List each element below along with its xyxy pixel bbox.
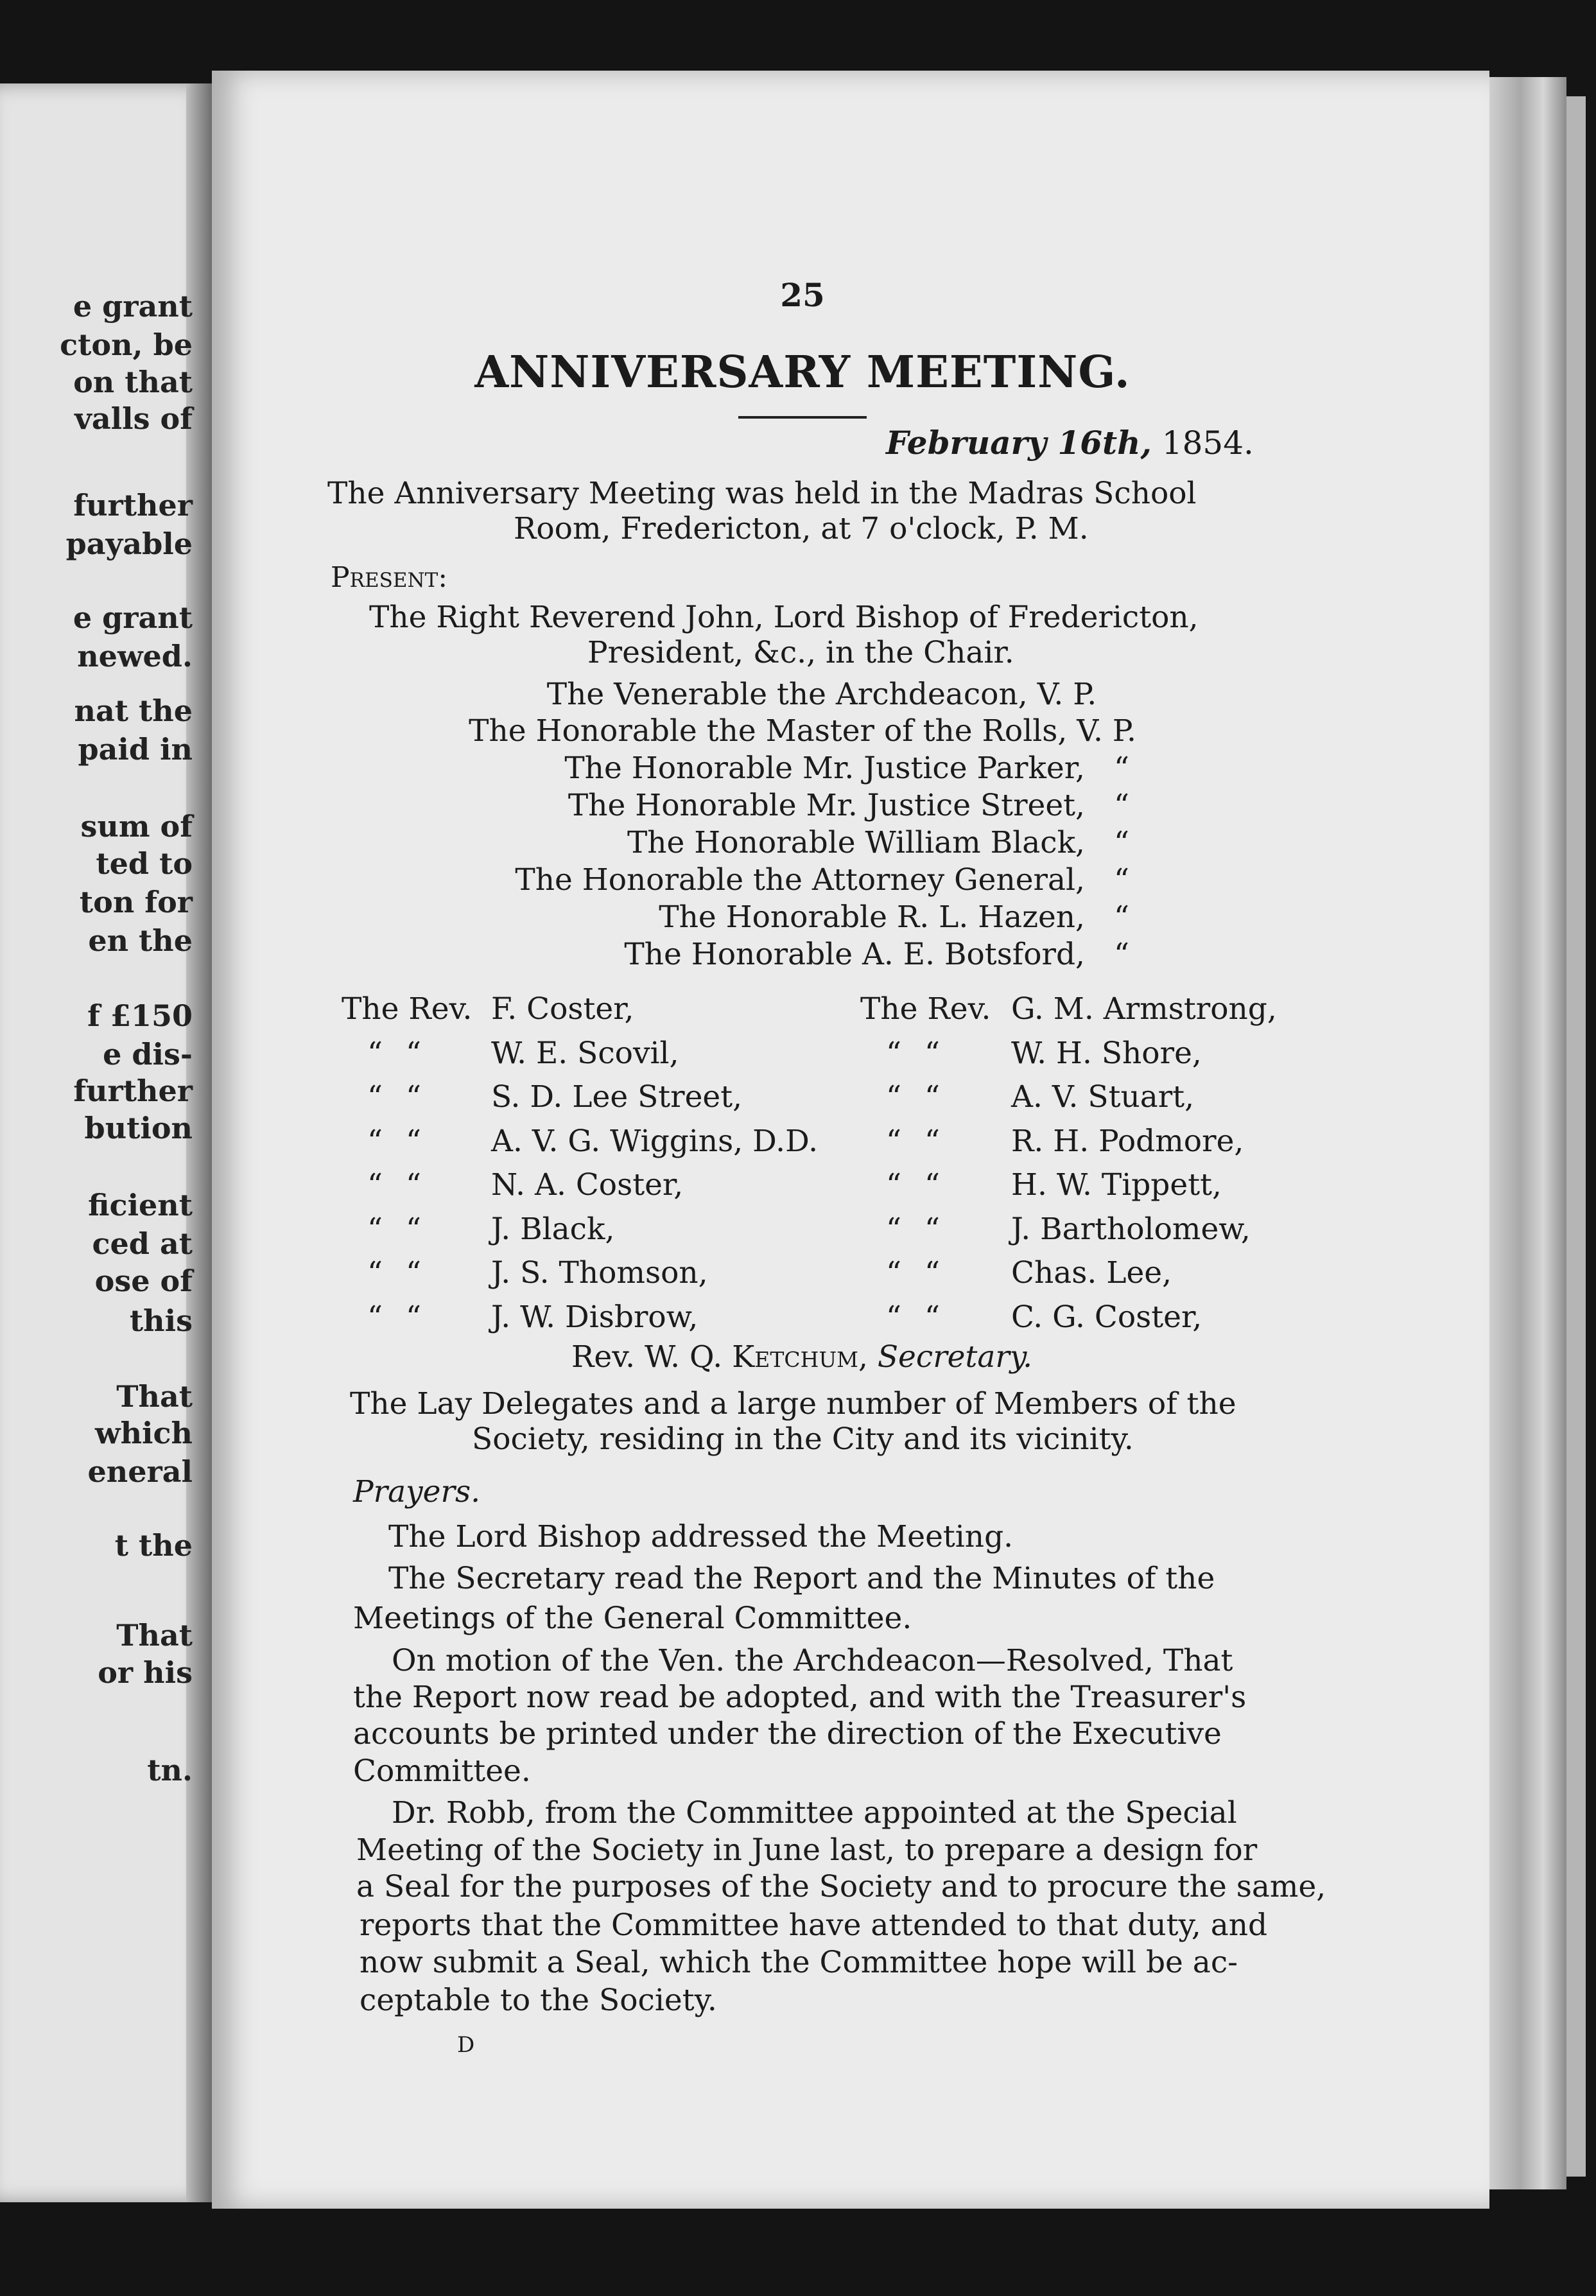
secretary-prefix: Rev. W. Q.	[571, 1339, 723, 1375]
date-year: 1854.	[1161, 424, 1254, 462]
clergy-ditto-mark: “	[406, 1300, 422, 1335]
clergy-ditto-mark: “	[886, 1036, 902, 1071]
chair-line-2: President, &c., in the Chair.	[587, 635, 1014, 670]
left-page-fragment: cton, be	[60, 327, 193, 362]
para-motion-line-3: accounts be printed under the direction of the Executive	[353, 1716, 1222, 1752]
left-page-fragment: e grant	[73, 289, 193, 324]
signature-mark: D	[457, 2032, 475, 2058]
clergy-name: G. M. Armstrong,	[1011, 991, 1277, 1027]
left-page-fragment: ton for	[79, 885, 193, 919]
clergy-ditto-mark: “	[406, 1036, 422, 1071]
officer-ditto-mark: “	[1114, 788, 1130, 823]
intro-line-2: Room, Fredericton, at 7 o'clock, P. M.	[514, 511, 1089, 546]
clergy-ditto-mark: “	[924, 1167, 941, 1203]
clergy-ditto-mark: “	[886, 1167, 902, 1203]
prayers-heading: Prayers.	[353, 1474, 481, 1509]
para-seal-line-6: ceptable to the Society.	[360, 1983, 717, 2018]
left-page-fragment: or his	[98, 1655, 193, 1690]
clergy-name: A. V. G. Wiggins, D.D.	[491, 1124, 819, 1159]
secretary-title: Secretary.	[877, 1339, 1033, 1375]
date-month-day: February 16th,	[886, 424, 1152, 462]
officer-ditto-mark: “	[1114, 862, 1130, 898]
page-heading: ANNIVERSARY MEETING.	[474, 347, 1131, 398]
officer-ditto-mark: “	[1114, 751, 1130, 786]
clergy-name: Chas. Lee,	[1011, 1255, 1172, 1291]
left-page-fragment: tn.	[147, 1753, 193, 1787]
left-page-fragment: t the	[114, 1528, 193, 1563]
clergy-ditto-mark: “	[406, 1212, 422, 1247]
clergy-ditto-mark: “	[886, 1212, 902, 1247]
para-seal-line-2: Meeting of the Society in June last, to prepare a design for	[356, 1832, 1258, 1868]
chair-line-1: The Right Reverend John, Lord Bishop of Fredericton,	[369, 600, 1199, 635]
left-page-fragment: en the	[88, 923, 193, 958]
clergy-name: R. H. Podmore,	[1011, 1124, 1244, 1159]
left-page-fragment: bution	[84, 1111, 193, 1145]
para-secretary-line-1: The Secretary read the Report and the Minutes of the	[388, 1561, 1215, 1596]
left-page-fragment: eneral	[87, 1454, 193, 1489]
left-page-fragment: e grant	[73, 600, 193, 635]
left-page-fragment: That	[116, 1618, 193, 1653]
left-page-fragment: ose of	[94, 1264, 193, 1298]
officer-name: The Honorable R. L. Hazen,	[659, 900, 1085, 935]
intro-line-1: The Anniversary Meeting was held in the Madras School	[327, 476, 1197, 511]
clergy-ditto-mark: “	[367, 1255, 383, 1291]
page-number: 25	[780, 276, 825, 314]
clergy-ditto-mark: “	[924, 1036, 941, 1071]
left-page-fragment: nat the	[74, 693, 193, 728]
present-label: Present:	[331, 561, 448, 594]
left-page-fragment: paid in	[78, 732, 193, 767]
officer-ditto-mark: “	[1114, 937, 1130, 972]
left-page-fragment: further	[73, 1074, 193, 1108]
heading-rule	[738, 416, 867, 419]
page-edge-stack	[1489, 77, 1566, 2189]
para-motion-line-2: the Report now read be adopted, and with the Treasurer's	[353, 1680, 1247, 1715]
para-bishop-addressed: The Lord Bishop addressed the Meeting.	[388, 1519, 1014, 1554]
clergy-prefix: The Rev.	[342, 991, 473, 1027]
officer-ditto-mark: “	[1114, 825, 1130, 860]
clergy-name: W. H. Shore,	[1011, 1036, 1202, 1071]
officer-name: The Honorable Mr. Justice Parker,	[564, 751, 1085, 786]
left-page-fragment: e dis-	[103, 1037, 193, 1072]
left-page-fragment: newed.	[77, 639, 193, 674]
clergy-ditto-mark: “	[924, 1124, 941, 1159]
clergy-ditto-mark: “	[406, 1255, 422, 1291]
page-edge-outer	[1566, 96, 1586, 2177]
clergy-name: C. G. Coster,	[1011, 1300, 1202, 1335]
clergy-ditto-mark: “	[886, 1300, 902, 1335]
clergy-ditto-mark: “	[924, 1079, 941, 1115]
clergy-name: J. Bartholomew,	[1011, 1212, 1251, 1247]
clergy-name: S. D. Lee Street,	[491, 1079, 743, 1115]
clergy-name: J. W. Disbrow,	[491, 1300, 698, 1335]
lay-line-2: Society, residing in the City and its vicinity.	[472, 1422, 1134, 1457]
clergy-ditto-mark: “	[886, 1079, 902, 1115]
clergy-ditto-mark: “	[367, 1212, 383, 1247]
clergy-prefix: The Rev.	[860, 991, 991, 1027]
clergy-ditto-mark: “	[924, 1212, 941, 1247]
left-facing-page	[0, 83, 212, 2202]
officer-name: The Honorable Mr. Justice Street,	[568, 788, 1085, 823]
clergy-name: W. E. Scovil,	[491, 1036, 679, 1071]
officer-ditto-mark: “	[1114, 900, 1130, 935]
officer-name: The Honorable William Black,	[627, 825, 1085, 860]
left-page-fragment: ted to	[96, 846, 193, 881]
left-page-fragment: this	[129, 1303, 193, 1338]
clergy-ditto-mark: “	[367, 1167, 383, 1203]
clergy-name: F. Coster,	[491, 991, 634, 1027]
left-page-fragment: further	[73, 488, 193, 523]
officer-name: The Honorable A. E. Botsford,	[624, 937, 1085, 972]
para-seal-line-4: reports that the Committee have attended to that duty, and	[360, 1908, 1268, 1943]
clergy-name: A. V. Stuart,	[1011, 1079, 1195, 1115]
clergy-name: H. W. Tippett,	[1011, 1167, 1222, 1203]
left-page-fragment: payable	[65, 526, 193, 561]
secretary-line	[571, 1339, 1033, 1375]
meeting-date	[886, 424, 1254, 462]
clergy-ditto-mark: “	[924, 1300, 941, 1335]
clergy-name: N. A. Coster,	[491, 1167, 684, 1203]
clergy-ditto-mark: “	[924, 1255, 941, 1291]
clergy-ditto-mark: “	[406, 1079, 422, 1115]
left-page-fragment: f £150	[87, 998, 193, 1033]
clergy-name: J. Black,	[491, 1212, 615, 1247]
clergy-ditto-mark: “	[886, 1124, 902, 1159]
clergy-ditto-mark: “	[886, 1255, 902, 1291]
clergy-ditto-mark: “	[367, 1300, 383, 1335]
para-seal-line-3: a Seal for the purposes of the Society and to procure the same,	[356, 1869, 1326, 1904]
left-page-fragment: which	[95, 1416, 193, 1450]
left-page-fragment: That	[116, 1379, 193, 1414]
secretary-name: Ketchum,	[732, 1339, 868, 1375]
para-seal-line-5: now submit a Seal, which the Committee hope will be ac-	[360, 1945, 1238, 1980]
officer-name: The Venerable the Archdeacon, V. P.	[546, 677, 1097, 712]
para-secretary-line-2: Meetings of the General Committee.	[353, 1601, 912, 1636]
para-motion-line-4: Committee.	[353, 1753, 531, 1789]
left-page-fragment: sum of	[80, 809, 193, 844]
lay-line-1: The Lay Delegates and a large number of Members of the	[350, 1386, 1236, 1422]
clergy-ditto-mark: “	[367, 1079, 383, 1115]
clergy-ditto-mark: “	[406, 1167, 422, 1203]
left-page-fragment: valls of	[74, 401, 193, 436]
clergy-name: J. S. Thomson,	[491, 1255, 708, 1291]
officer-name: The Honorable the Master of the Rolls, V. P.	[469, 713, 1136, 749]
para-seal-line-1: Dr. Robb, from the Committee appointed at the Special	[392, 1795, 1237, 1831]
left-page-fragment: ficient	[88, 1188, 193, 1222]
officer-name: The Honorable the Attorney General,	[515, 862, 1085, 898]
clergy-ditto-mark: “	[406, 1124, 422, 1159]
para-motion-line-1: On motion of the Ven. the Archdeacon—Resolved, That	[392, 1643, 1233, 1678]
left-page-fragment: on that	[73, 365, 193, 399]
left-page-fragment: ced at	[92, 1226, 193, 1261]
clergy-ditto-mark: “	[367, 1036, 383, 1071]
clergy-ditto-mark: “	[367, 1124, 383, 1159]
